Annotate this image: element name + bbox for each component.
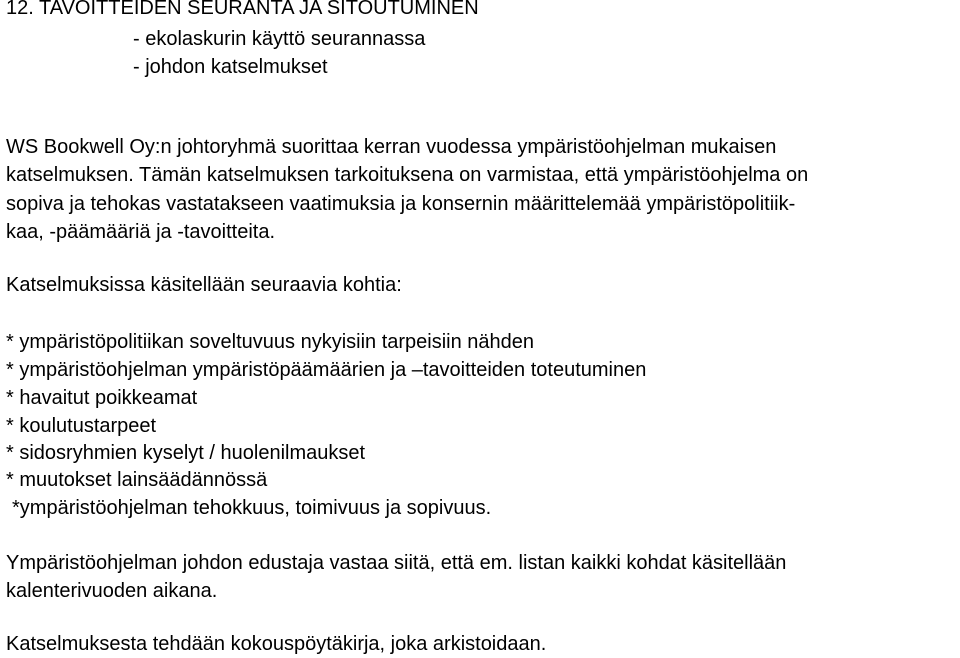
intro-paragraph-line: WS Bookwell Oy:n johtoryhmä suorittaa kerran vuodessa ympäristöohjelman mukaisen — [6, 136, 777, 158]
intro-paragraph-line: katselmuksen. Tämän katselmuksen tarkoituksena on varmistaa, että ympäristöohjelma on — [6, 164, 809, 186]
closing-sentence: Katselmuksesta tehdään kokouspöytäkirja, joka arkistoidaan. — [6, 633, 547, 655]
list-item: * muutokset lainsäädännössä — [6, 469, 268, 491]
list-item: * sidosryhmien kyselyt / huolenilmaukset — [6, 442, 366, 464]
list-intro: Katselmuksissa käsitellään seuraavia kohtia: — [6, 274, 402, 296]
responsibility-paragraph-line: kalenterivuoden aikana. — [6, 580, 218, 602]
list-item: *ympäristöohjelman tehokkuus, toimivuus ja sopivuus. — [12, 497, 492, 519]
intro-paragraph-line: sopiva ja tehokas vastatakseen vaatimuksia ja konsernin määrittelemää ympäristöpolitiik- — [6, 193, 796, 215]
section-heading: 12. TAVOITTEIDEN SEURANTA JA SITOUTUMINEN — [6, 0, 479, 19]
responsibility-paragraph-line: Ympäristöohjelman johdon edustaja vastaa siitä, että em. listan kaikki kohdat käsitellään — [6, 552, 787, 574]
list-item: * koulutustarpeet — [6, 415, 157, 437]
intro-paragraph-line: kaa, -päämääriä ja -tavoitteita. — [6, 221, 276, 243]
list-item: * ympäristöpolitiikan soveltuvuus nykyisiin tarpeisiin nähden — [6, 331, 535, 353]
heading-sub-item: - johdon katselmukset — [133, 56, 328, 78]
list-item: * havaitut poikkeamat — [6, 387, 198, 409]
heading-sub-item: - ekolaskurin käyttö seurannassa — [133, 28, 426, 50]
list-item: * ympäristöohjelman ympäristöpäämäärien ja –tavoitteiden toteutuminen — [6, 359, 647, 381]
